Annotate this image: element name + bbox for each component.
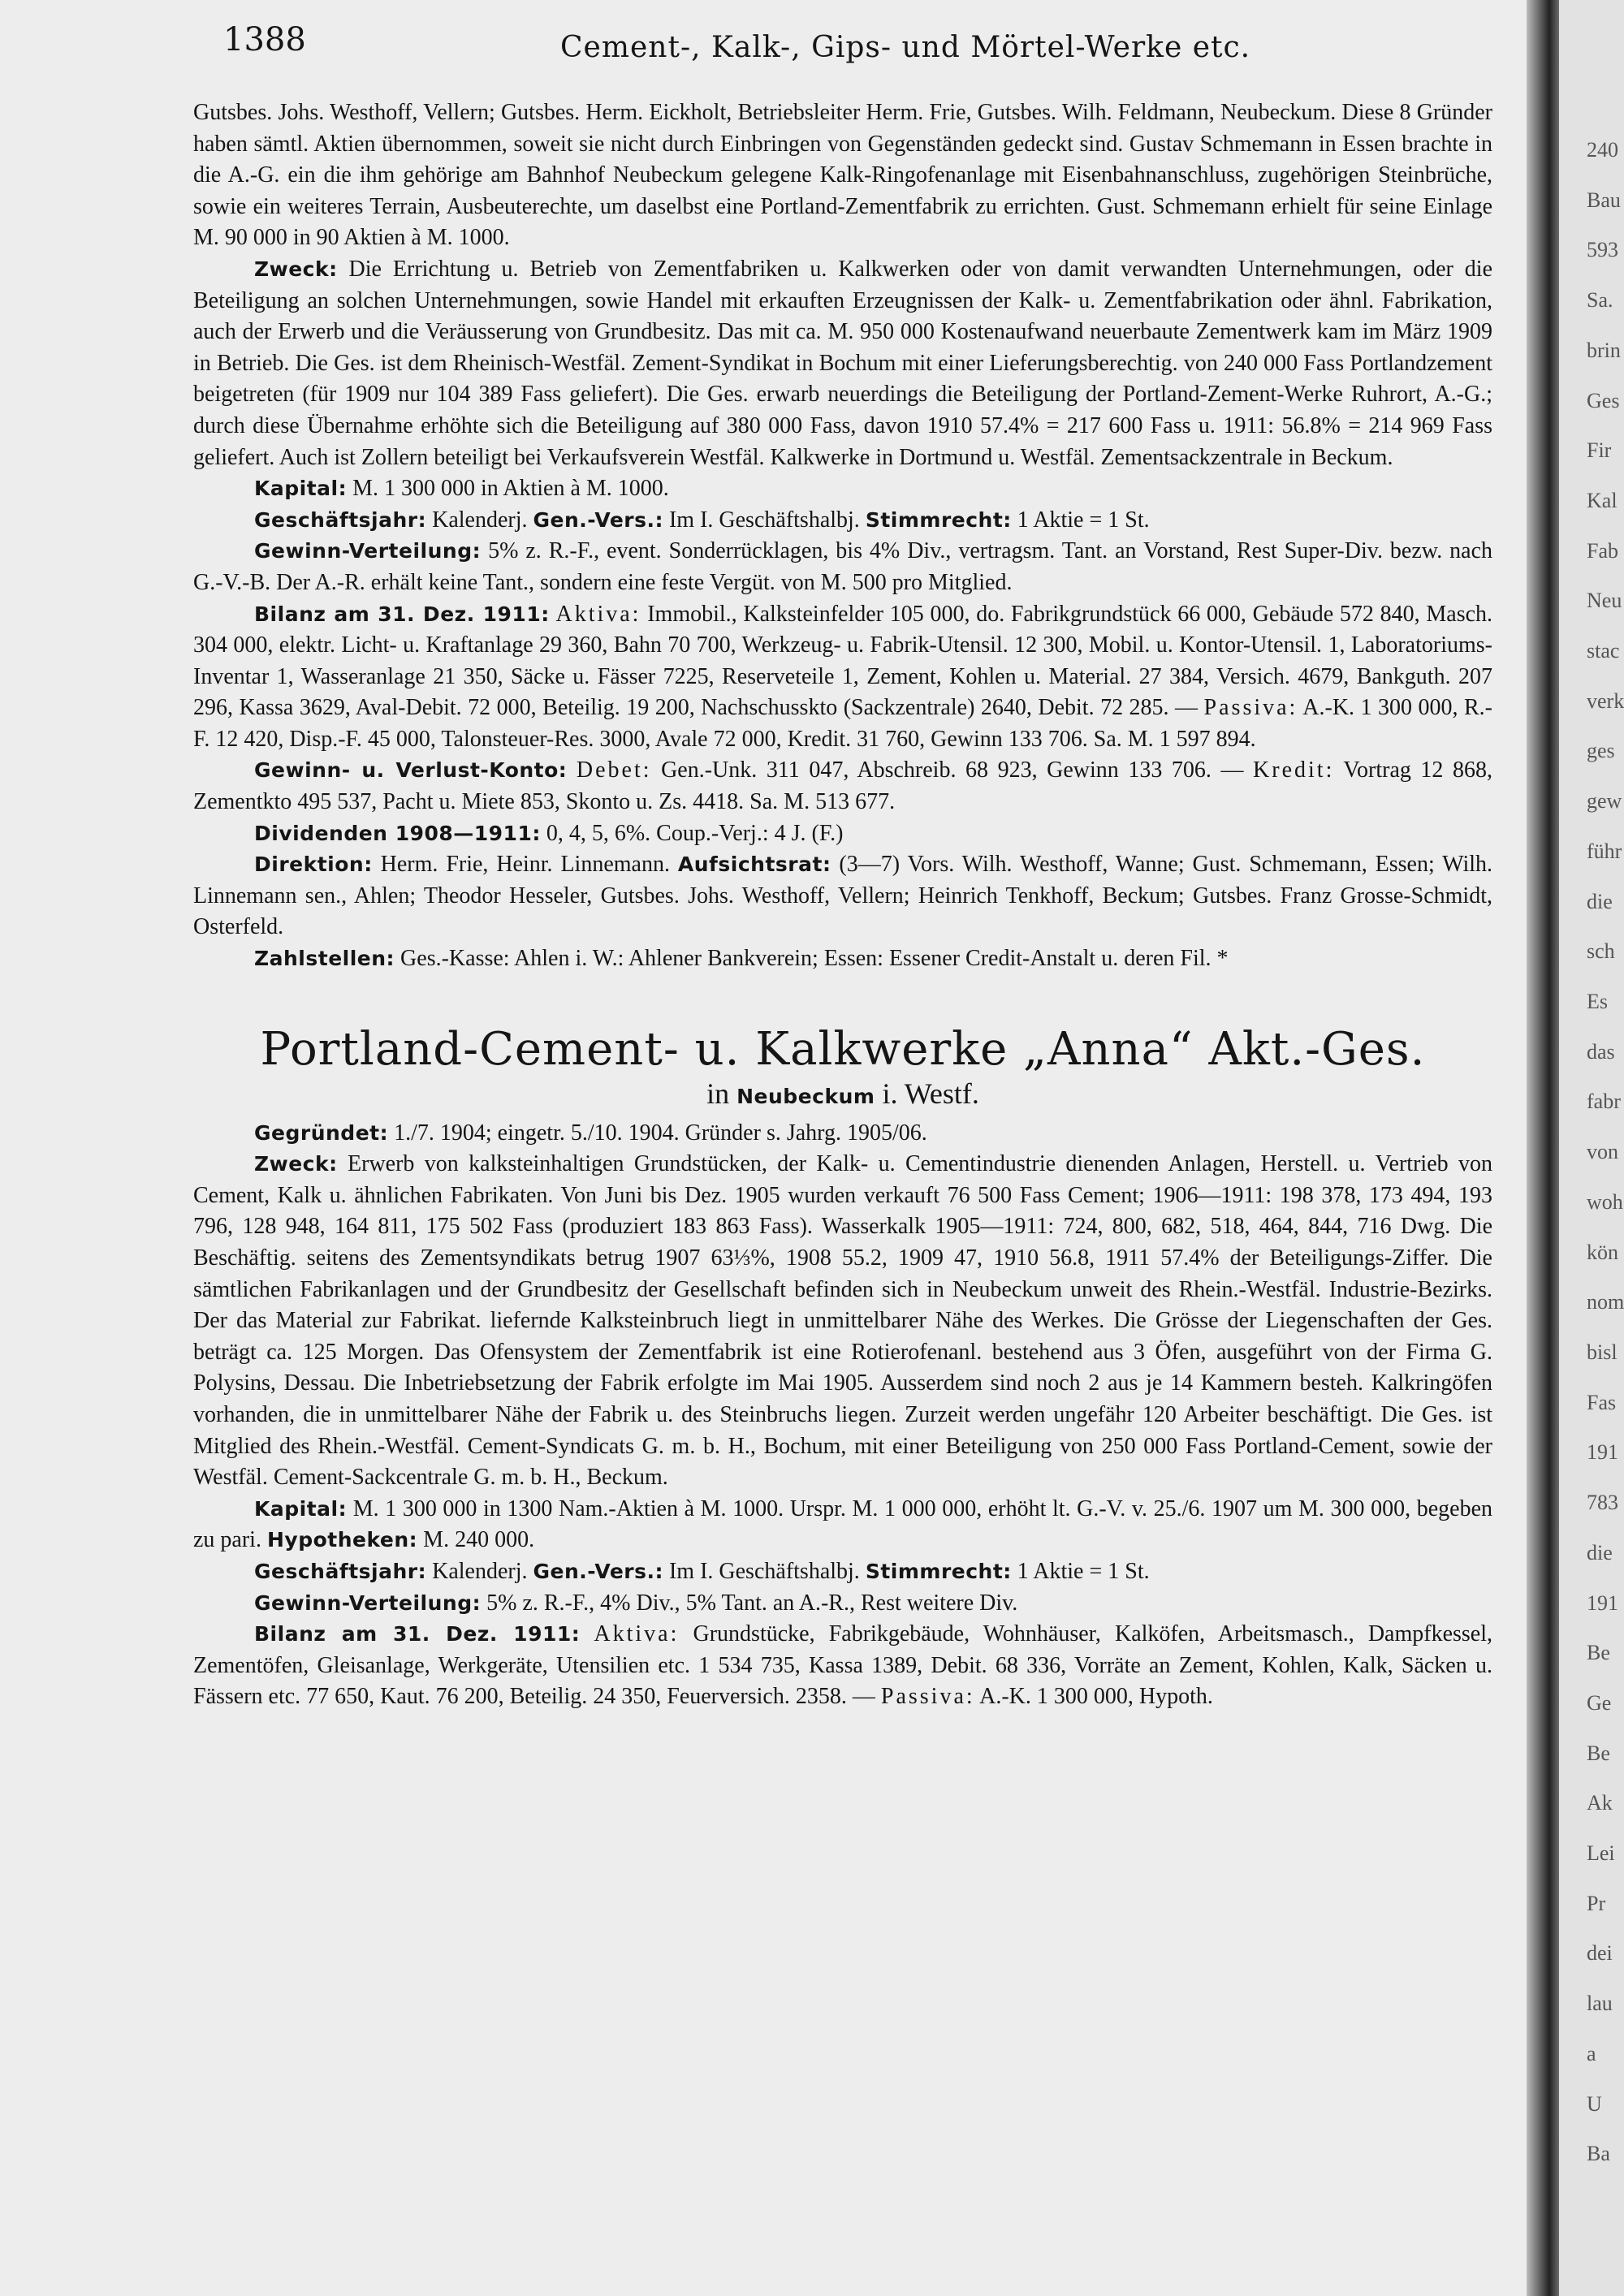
entry2-kapital [193,1494,1492,1556]
entry2-hypotheken-text: M. 240 000. [423,1527,535,1553]
entry1-bilanz-passiva: A.-K. 1 300 000, R.-F. 12 420, Disp.-F. 45 000, Talonsteuer-Res. 3000, Avale 72 000, Kredit. 31 760, Gewinn 133 706. Sa. M. 1 597 894. [193,695,1493,752]
next-page-fragment: Bau [1587,188,1621,212]
location-suffix: i. Westf. [882,1077,979,1110]
location-city: Neubeckum [736,1084,875,1108]
entry2-stimmrecht-text: 1 Aktie = 1 St. [1017,1558,1150,1584]
company-title: Portland-Cement- u. Kalkwerke „Anna“ Akt.-Ges. [260,1022,1426,1076]
entry2-bilanz-passiva: A.-K. 1 300 000, Hypoth. [979,1684,1213,1710]
entry1-aufsichtsrat-text: (3—7) Vors. Wilh. Westhoff, Wanne; Gust. Schmemann, Essen; Wilh. Linnemann sen., Ahlen; Theodor Hesseler, Gutsbes. Johs. Westhoff, Vellern; Heinrich Tenkhoff, Beckum; Gutsbes. Franz Grosse-Schmidt, Osterfeld. [193,852,1493,940]
entry2-geschaeftsjahr-text: Kalenderj. [432,1558,528,1584]
entry1-zweck [193,254,1492,473]
entry1-zahlstellen-text: Ges.-Kasse: Ahlen i. W.: Ahlener Bankverein; Essen: Essener Credit-Anstalt u. deren Fil. * [400,946,1229,972]
entry2-genvers-label: Gen.-Vers.: [533,1559,663,1583]
entry2-gewinn-text: 5% z. R.-F., 4% Div., 5% Tant. an A.-R., Rest weitere Div. [486,1590,1018,1616]
entry2-zweck-text: Erwerb von kalksteinhaltigen Grundstücken, der Kalk- u. Cementindustrie dienenden Anlagen, Herstell. u. Vertrieb von Cement, Kalk u. ähnlichen Fabrikaten. Von Juni bis Dez. 1905 wurden verkauft 76 500 Fass Cement; 1906—1911: 198 378, 173 494, 193 796, 128 948, 164 811, 175 502 Fass (produziert 183 863 Fass). Wasserkalk 1905—1911: 724, 800, 682, 518, 464, 844, 716 Dwg. Die Beschäftig. seitens des Zementsyndikats betrug 1907 63⅓%, 1908 55.2, 1909 47, 1910 56.8, 1911 57.4% der Beteiligungs-Ziffer. Die sämtlichen Fabrikanlagen und der Grundbesitz der Gesellschaft befinden sich in Neubeckum unweit des Rhein.-Westfäl. Industrie-Bezirks. Der das Material zur Fabrikat. liefernde Kalksteinbruch liegt in unmittelbarer Nähe des Werkes. Die Grösse der Liegenschaften der Ges. beträgt ca. 125 Morgen. Das Ofensystem der Zementfabrik ist eine Rotierofenanl. bestehend aus 3 Öfen, ausgeführt von der Firma G. Polysins, Dessau. Die Inbetriebsetzung der Fabrik erfolgte im Mai 1905. Ausserdem sind noch 2 aus je 14 Kammern besteh. Kalkringöfen vorhanden, die in unmittelbarer Nähe der Fabrik u. des Steinbruchs liegen. Zurzeit werden ungefähr 120 Arbeiter beschäftigt. Die Ges. ist Mitglied des Rhein.-Westfäl. Cement-Syndicats G. m. b. H., Bochum, mit einer Beteiligung von 250 000 Fass Portland-Cement, sowie der Westfäl. Cement-Sackcentrale G. m. b. H., Beckum. [193,1151,1492,1491]
entry1-stimmrecht-label: Stimmrecht: [865,507,1012,532]
entry2-hypotheken-label: Hypotheken: [266,1528,418,1552]
entry1-gewinn-verteilung [193,536,1492,598]
entry1-direktion [193,849,1492,943]
entry1-gv-debet: Gen.-Unk. 311 047, Abschreib. 68 923, Gewinn 133 706. — [661,757,1244,783]
page-header [219,21,1486,78]
book-gutter [1527,0,1559,2296]
entry2-gewinn-verteilung [193,1588,1492,1620]
company-location [193,1076,1492,1115]
next-page-fragment: Pr [1587,1892,1606,1915]
next-page-fragment: woh [1587,1190,1623,1214]
next-page-fragment: Be [1587,1641,1610,1664]
entry1-genvers-text: Im I. Geschäftshalbj. [668,507,860,533]
entry1-geschaeftsjahr-text: Kalenderj. [432,507,528,533]
entry2-gegruendet-label: Gegründet: [254,1120,389,1145]
entry2-bilanz-label: Bilanz am 31. Dez. 1911: [254,1622,581,1646]
next-page-fragment: Fir [1587,438,1612,462]
entry2-gegruendet [193,1118,1492,1150]
next-page-fragment: Ak [1587,1791,1613,1815]
page-content [193,97,1492,1713]
next-page-fragment: 240 [1587,138,1618,162]
next-page-fragment: ges [1587,739,1615,762]
entry1-stimmrecht-text: 1 Aktie = 1 St. [1017,507,1150,533]
entry2-stimmrecht-label: Stimmrecht: [865,1559,1012,1583]
entry1-debet-label: Debet: [576,757,652,783]
next-page-fragment: verk [1587,689,1624,713]
next-page-fragment: stac [1587,639,1620,662]
next-page-fragment: 783 [1587,1491,1618,1514]
entry2-zweck [193,1149,1492,1494]
next-page-fragment: Ge [1587,1691,1612,1715]
next-page-fragment: brin [1587,339,1621,362]
next-page-fragment: sch [1587,939,1615,963]
next-page-fragment: Sa. [1587,288,1613,312]
page-number: 1388 [223,21,306,58]
entry1-genvers-label: Gen.-Vers.: [533,507,663,532]
entry1-bilanz-label: Bilanz am 31. Dez. 1911: [254,602,550,626]
entry1-dividenden-label: Dividenden 1908—1911: [254,821,541,845]
entry1-gewinn-text: 5% z. R.-F., event. Sonderrücklagen, bis 4% Div., vertragsm. Tant. an Vorstand, Rest Super-Div. bezw. nach G.-V.-B. Der A.-R. erhält keine Tant., sondern eine feste Vergüt. von M. 500 pro Mitglied. [193,538,1493,595]
entry2-bilanz-aktiva: Grundstücke, Fabrikgebäude, Wohnhäuser, Kalköfen, Arbeitsmasch., Dampfkessel, Zementöfen, Gleisanlage, Werkgeräte, Utensilien etc. 1 534 735, Kassa 1389, Debit. 68 336, Vorräte an Zement, Kohlen, Kalk, Säcken u. Fässern etc. 77 650, Kaut. 76 200, Beteilig. 24 350, Feuerversich. 2358. — [193,1621,1492,1710]
next-page-fragment: Neu [1587,589,1622,612]
next-page-fragment: a [1587,2042,1596,2065]
entry2-kapital-text: M. 1 300 000 in 1300 Nam.-Aktien à M. 1000. Urspr. M. 1 000 000, erhöht lt. G.-V. v. 25./6. 1907 um M. 300 000, begeben zu pari. [193,1495,1492,1553]
entry1-aufsichtsrat-label: Aufsichtsrat: [677,852,831,877]
entry1-bilanz [193,599,1492,756]
next-page-fragment: U [1587,2092,1602,2116]
next-page-fragment: führ [1587,839,1622,863]
next-page-fragment: Kal [1587,489,1618,512]
entry1-dividenden [193,818,1492,850]
entry1-gewinn-label: Gewinn-Verteilung: [254,539,482,563]
entry1-kapital-text: M. 1 300 000 in Aktien à M. 1000. [352,476,669,502]
next-page-fragment: bisl [1587,1340,1618,1364]
entry1-dividenden-text: 0, 4, 5, 6%. Coup.-Verj.: 4 J. (F.) [546,820,844,846]
next-page-fragment: die [1587,890,1613,913]
next-page-fragment: 191 [1587,1440,1618,1464]
entry1-bilanz-aktiva: Immobil., Kalksteinfelder 105 000, do. Fabrikgrundstück 66 000, Gebäude 572 840, Masch. 304 000, elektr. Licht- u. Kraftanlage 29 360, Bahn 70 700, Werkzeug- u. Fabrik-Utensil. 12 300, Mobil. u. Kontor-Utensil. 1, Laboratoriums-Inventar 1, Wasseranlage 21 350, Säcke u. Fässer 7225, Reserveteile 1, Zement, Kohlen u. Material. 27 384, Versich. 4679, Bankguth. 207 296, Kassa 3629, Aval-Debit. 72 000, Beteilig. 19 200, Nachschusskto (Sackzentrale) 2640, Debit. 72 285. — [193,601,1493,721]
entry1-gv-kredit: Vortrag 12 868, Zementkto 495 537, Pacht u. Miete 853, Skonto u. Zs. 4418. Sa. M. 513 677. [193,757,1492,815]
entry1-zweck-text: Die Errichtung u. Betrieb von Zementfabriken u. Kalkwerken oder von damit verwandten Unternehmungen, oder die Beteiligung an solchen Unternehmungen, sowie Handel mit erkauften Erzeugnissen der Kalk- u. Zementfabrikation oder ähnl. Fabrikation, auch der Erwerb und die Veräusserung von Grundbesitz. Das mit ca. M. 950 000 Kostenaufwand neuerbaute Zementwerk kam im März 1909 in Betrieb. Die Ges. ist dem Rheinisch-Westfäl. Zement-Syndikat in Bochum mit einer Lieferungsberechtig. von 240 000 Fass Portlandzement beigetreten (für 1909 nur 104 389 Fass geliefert). Die Ges. erwarb neuerdings die Beteiligung der Portland-Zement-Werke Ruhrort, A.-G.; durch diese Übernahme erhöhte sich die Beteiligung auf 380 000 Fass, davon 1910 57.4% = 217 600 Fass u. 1911: 56.8% = 214 969 Fass geliefert. Auch ist Zollern beteiligt bei Verkaufsverein Westfäl. Kalkwerke in Dortmund u. Westfäl. Zementsackzentrale in Beckum. [193,256,1493,470]
entry2-passiva-label: Passiva: [880,1684,975,1710]
entry2-geschaeftsjahr-label: Geschäftsjahr: [254,1559,427,1583]
entry1-direktion-label: Direktion: [254,852,373,877]
entry1-intro-text: Gutsbes. Johs. Westhoff, Vellern; Gutsbes. Herm. Eickholt, Betriebsleiter Herm. Frie, Gutsbes. Wilh. Feldmann, Neubeckum. Diese 8 Gründer haben sämtl. Aktien übernommen, soweit sie nicht durch Einbringen von Gegenständen gedeckt sind. Gustav Schmemann in Essen brachte in die A.-G. ein die ihm gehörige am Bahnhof Neubeckum gelegene Kalk-Ringofenanlage mit Eisenbahnanschluss, zugehörigen Steinbrüche, sowie ein weiteres Terrain, Ausbeuterechte, um daselbst eine Portland-Zementfabrik zu errichten. Gust. Schmemann erhielt für seine Einlage M. 90 000 in 90 Aktien à M. 1000. [193,100,1492,251]
entry1-passiva-label: Passiva: [1203,695,1298,721]
entry1-intro [193,97,1492,254]
entry1-aktiva-label: Aktiva: [555,601,641,627]
entry2-genvers-text: Im I. Geschäftshalbj. [668,1558,860,1584]
entry2-gegruendet-text: 1./7. 1904; eingetr. 5./10. 1904. Gründer s. Jahrg. 1905/06. [394,1120,927,1146]
entry1-kapital [193,473,1492,505]
entry1-kapital-label: Kapital: [254,477,348,501]
entry2-kapital-label: Kapital: [254,1496,348,1521]
entry2-zweck-label: Zweck: [254,1152,338,1176]
next-page-fragment: kön [1587,1241,1618,1264]
entry2-bilanz [193,1619,1492,1713]
entry1-gv-label: Gewinn- u. Verlust-Konto: [254,758,568,783]
next-page-fragment: 593 [1587,238,1618,261]
entry1-kredit-label: Kredit: [1253,757,1335,783]
entry1-zweck-label: Zweck: [254,257,338,281]
next-page-fragment: Be [1587,1741,1610,1765]
entry1-direktion-text: Herm. Frie, Heinr. Linnemann. [380,852,670,878]
next-page-fragment: die [1587,1541,1613,1564]
entry2-geschaeftsjahr [193,1556,1492,1588]
entry1-zahlstellen-label: Zahlstellen: [254,947,395,971]
next-page-fragment: fabr [1587,1090,1621,1113]
next-page-fragment: Fas [1587,1391,1617,1414]
next-page-fragment: Fab [1587,539,1618,563]
entry1-geschaeftsjahr-label: Geschäftsjahr: [254,507,427,532]
location-prefix: in [706,1077,730,1110]
next-page-fragment: von [1587,1140,1618,1163]
next-page-fragment: dei [1587,1941,1613,1965]
next-page-fragment: Lei [1587,1841,1615,1865]
entry2-aktiva-label: Aktiva: [594,1621,680,1647]
next-page-fragment: Es [1587,990,1608,1013]
entry2-gewinn-label: Gewinn-Verteilung: [254,1590,482,1615]
next-page-fragment: Ges [1587,389,1620,412]
next-page-fragment: gew [1587,789,1622,813]
entry1-geschaeftsjahr [193,505,1492,537]
next-page-fragment: das [1587,1040,1615,1064]
entry1-zahlstellen [193,943,1492,975]
next-page-fragment: lau [1587,1992,1613,2015]
next-page-edge [1559,0,1624,2296]
next-page-fragment: nom [1587,1290,1624,1314]
next-page-fragment: Ba [1587,2142,1610,2165]
next-page-fragment: 191 [1587,1591,1618,1615]
running-head: Cement-, Kalk-, Gips- und Mörtel-Werke etc. [560,31,1251,64]
entry1-gewinn-verlust [193,755,1492,818]
